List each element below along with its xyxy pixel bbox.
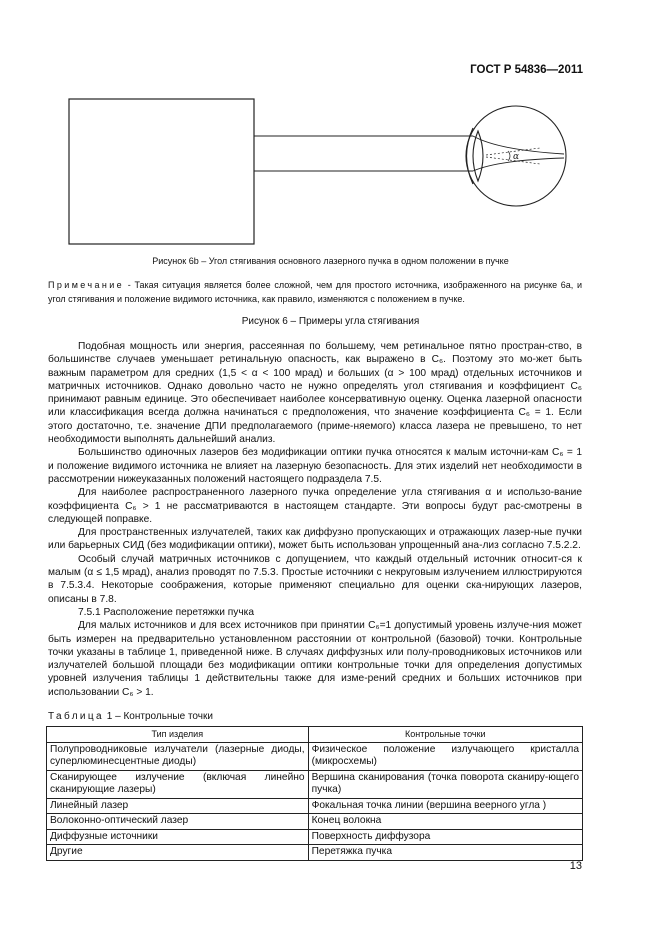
figure-caption: Рисунок 6b – Угол стягивания основного лазерного пучка в одном положении в пучке	[152, 256, 509, 266]
page-number: 13	[569, 860, 582, 872]
table-header-row	[47, 727, 583, 743]
paragraph: Большинство одиночных лазеров без модификации оптики пучка относятся к малым источни-кам C₆ = 1 и положение видимого источника не влияет на лазерную безопасность. Для этих изделий нет необходимости в рассмотрении нижеуказанных положений настоящего подраздела 7.5.	[48, 447, 582, 485]
figure-6b	[68, 98, 598, 248]
table-row	[47, 742, 583, 770]
table-cell: Линейный лазер	[47, 798, 309, 814]
table-row	[47, 770, 583, 798]
table-header-cell: Контрольные точки	[308, 727, 582, 743]
table-row	[47, 829, 583, 845]
note-label: Примечание	[48, 280, 125, 290]
note	[48, 278, 582, 306]
table-cell: Сканирующее излучение (включая линейно сканирующие лазеры)	[47, 770, 309, 798]
paragraph: Для малых источников и для всех источников при принятии C₆=1 допустимый уровень излуче-ния может быть измерен на предварительно установленном расстоянии от контрольной (базовой) точки. Контрольные точки указаны в таблице 1, приведенной ниже. В случаях диффузных или полу-проводниковых источников или излучателей большой площади без модификации оптики контрольные точки для определения допустимых уровней излучения таблицы 1 действительны также для изме-рений средних и больших источников при использовании C₆ > 1.	[48, 620, 582, 698]
table-title-label: Таблица	[48, 711, 105, 722]
document-header: ГОСТ Р 54836—2011	[470, 64, 583, 76]
eye-diagram	[466, 106, 566, 206]
table-title-text: 1 – Контрольные точки	[104, 711, 213, 722]
note-text: - Такая ситуация является более сложной, чем для простого источника, изображенного на рисунке 6а, и угол стягивания и положение видимого источника, как правило, изменяются с положением в пучке.	[48, 280, 582, 304]
angle-label: α	[513, 152, 520, 162]
paragraph: Для пространственных излучателей, таких как диффузно пропускающих и отражающих лазер-ные пучки или барьерных СИД (без модификации оптики), может быть использован упрощенный ана-лиз согласно 7.5.2.2.	[48, 527, 582, 552]
angle-arc	[508, 151, 510, 161]
table-cell: Конец волокна	[308, 814, 582, 830]
table-cell: Полупроводниковые излучатели (лазерные диоды, суперлюминесцентные диоды)	[47, 742, 309, 770]
paragraph: Для наиболее распространенного лазерного пучка определение угла стягивания α и использо-вание коэффициента C₆ > 1 не рассматриваются в настоящем стандарте. Эти вопросы будут рас-смотрены в следующей поправке.	[48, 487, 582, 525]
table-cell: Перетяжка пучка	[308, 845, 582, 861]
reference-points-table	[46, 726, 583, 861]
table-cell: Вершина сканирования (точка поворота сканиру-ющего пучка)	[308, 770, 582, 798]
table-row	[47, 814, 583, 830]
body-text	[48, 340, 582, 699]
table-cell: Поверхность диффузора	[308, 829, 582, 845]
table-row	[47, 845, 583, 861]
table-cell: Физическое положение излучающего кристалла (микросхемы)	[308, 742, 582, 770]
table-cell: Фокальная точка линии (вершина веерного угла )	[308, 798, 582, 814]
table-cell: Волоконно-оптический лазер	[47, 814, 309, 830]
paragraph: Подобная мощность или энергия, рассеянная по большему, чем ретинальное пятно простран-ство, в большинстве случаев уменьшает ретинальную опасность, как выражено в C₆. Поэтому это мо-жет быть важным параметром для средних (1,5 < α < 100 мрад) и больших (α > 100 мрад) отдельных источников и матричных источников. Однако довольно часто не нужно определять угол стягивания и коэффициент C₆ принимают равным единице. Это обеспечивает наиболее консервативную оценку. Оценка лазерной опасности или классификация всегда должна начинаться с предположения, что значение коэффициента C₆ = 1. Если этого достаточно, т.е. значение ДПИ предполагаемого (приме-няемого) класса лазера не превышено, то нет необходимости выполнять дальнейший анализ.	[48, 341, 582, 446]
table-cell: Другие	[47, 845, 309, 861]
table-row	[47, 798, 583, 814]
subsection-heading: 7.5.1 Расположение перетяжки пучка	[78, 606, 254, 618]
table-header-cell: Тип изделия	[47, 727, 309, 743]
paragraph: Особый случай матричных источников с допущением, что каждый отдельный источник относит-ся к малым (α ≤ 1,5 мрад), анализ проводят по 7.5.3. Простые источники с некруговым излучением иллюстрируются в 7.5.3.4. Некоторые соображения, которые применяют специально для оценки ска-нирующих лазеров, описаны в 7.8.	[48, 553, 582, 605]
table-title	[48, 711, 213, 722]
figure-6-caption: Рисунок 6 – Примеры угла стягивания	[241, 316, 420, 327]
laser-source-box	[69, 99, 254, 244]
table-cell: Диффузные источники	[47, 829, 309, 845]
